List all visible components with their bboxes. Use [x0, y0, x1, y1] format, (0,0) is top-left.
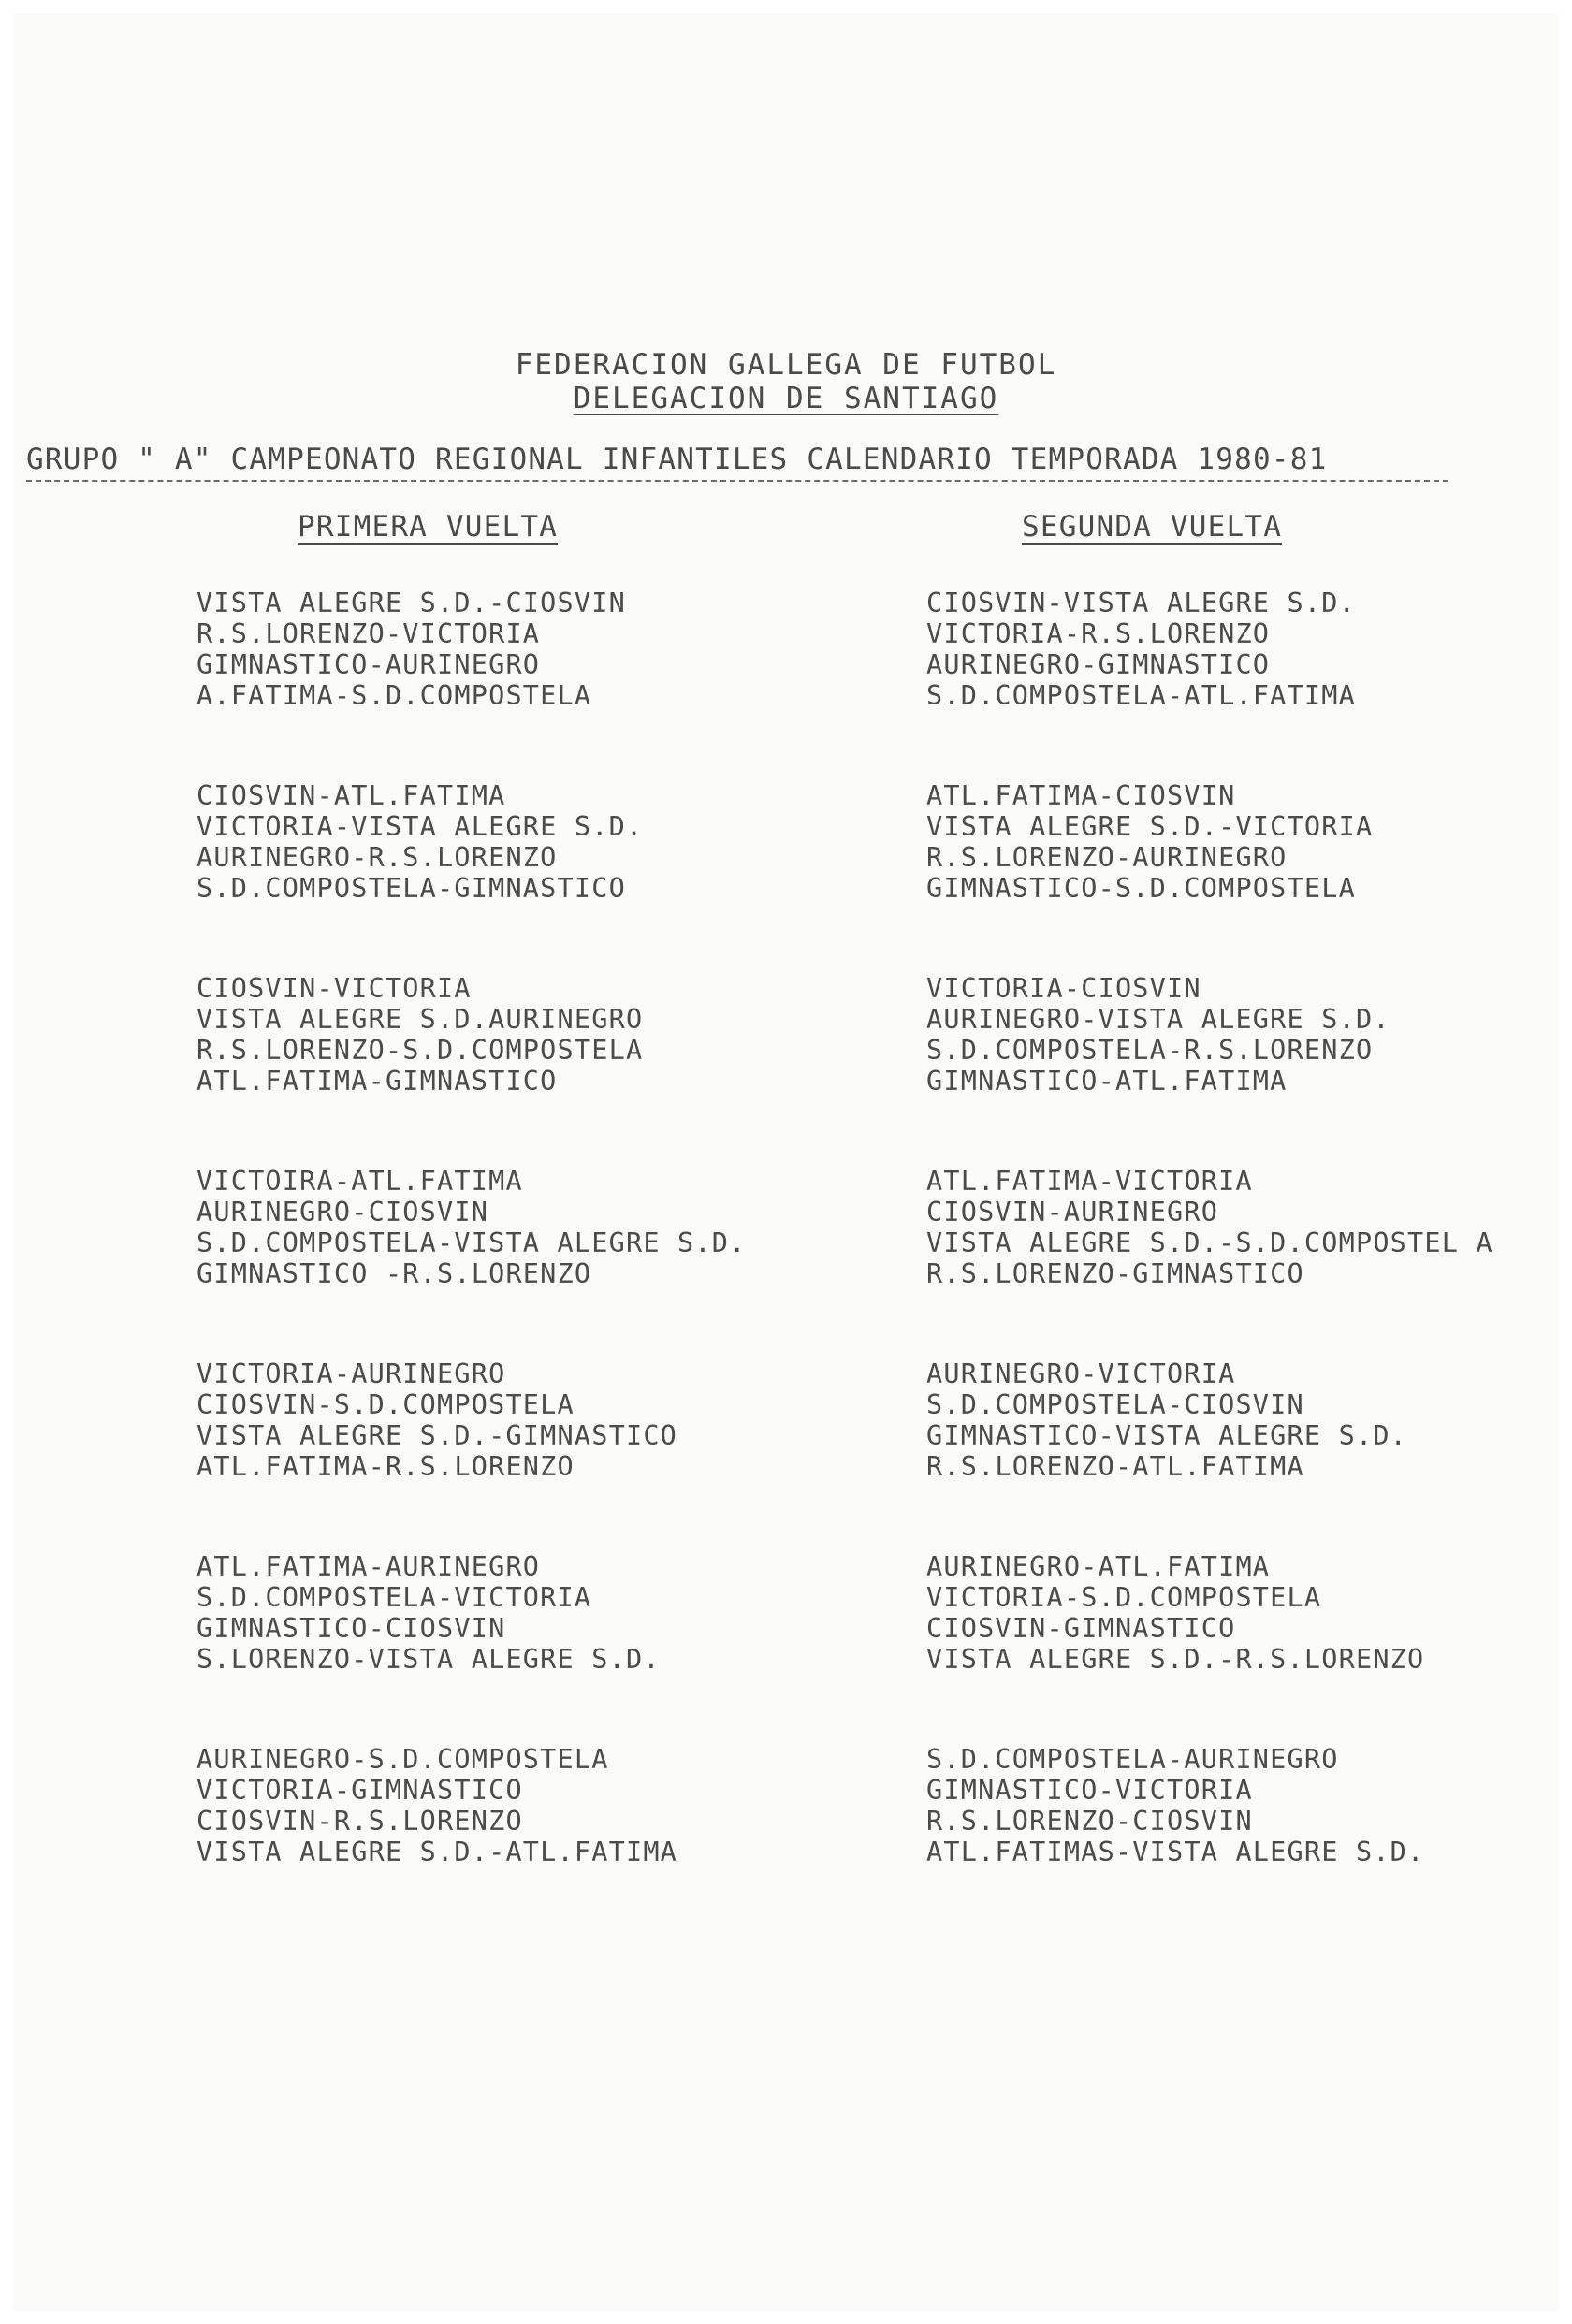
match: S.D.COMPOSTELA-R.S.LORENZO: [926, 1035, 1374, 1066]
match: S.D.COMPOSTELA-VICTORIA: [196, 1582, 592, 1613]
match: VICTORIA-CIOSVIN: [926, 973, 1201, 1004]
match: VICTORIA-S.D.COMPOSTELA: [926, 1582, 1322, 1613]
match: ATL.FATIMA-GIMNASTICO: [196, 1066, 558, 1097]
round-11: [926, 1166, 1572, 1358]
match: GIMNASTICO-CIOSVIN: [196, 1613, 506, 1644]
match: VICTOIRA-ATL.FATIMA: [196, 1166, 523, 1197]
match: AURINEGRO-ATL.FATIMA: [926, 1551, 1271, 1582]
second-leg-title: SEGUNDA VUELTA: [1022, 510, 1283, 544]
round-14: [926, 1744, 1572, 1937]
match: VISTA ALEGRE S.D.-GIMNASTICO: [196, 1420, 678, 1451]
match: GIMNASTICO-VISTA ALEGRE S.D.: [926, 1420, 1408, 1451]
match: VICTORIA-R.S.LORENZO: [926, 618, 1271, 649]
match: R.S.LORENZO-S.D.COMPOSTELA: [196, 1035, 644, 1066]
match: ATL.FATIMA-CIOSVIN: [926, 780, 1236, 811]
match: VISTA ALEGRE S.D.-VICTORIA: [926, 811, 1374, 842]
match: VICTORIA-VISTA ALEGRE S.D.: [196, 811, 644, 842]
round-8: [926, 588, 1572, 780]
match: AURINEGRO-VISTA ALEGRE S.D.: [926, 1004, 1390, 1035]
match: GIMNASTICO-ATL.FATIMA: [926, 1066, 1288, 1097]
match: VISTA ALEGRE S.D.-ATL.FATIMA: [196, 1837, 678, 1867]
round-2: [196, 780, 889, 973]
round-1: [196, 588, 889, 780]
match: AURINEGRO-CIOSVIN: [196, 1197, 489, 1227]
match: S.LORENZO-VISTA ALEGRE S.D.: [196, 1644, 661, 1675]
second-leg-column: [926, 588, 1572, 1937]
match: CIOSVIN-GIMNASTICO: [926, 1613, 1236, 1644]
match: R.S.LORENZO-ATL.FATIMA: [926, 1451, 1304, 1482]
match: R.S.LORENZO-GIMNASTICO: [926, 1258, 1304, 1289]
match: CIOSVIN-VICTORIA: [196, 973, 472, 1004]
match: CIOSVIN-R.S.LORENZO: [196, 1806, 523, 1837]
match: VISTA ALEGRE S.D.-S.D.COMPOSTEL A: [926, 1227, 1493, 1258]
federation-title: FEDERACION GALLEGA DE FUTBOL: [515, 348, 1057, 382]
round-9: [926, 780, 1572, 973]
match: S.D.COMPOSTELA-GIMNASTICO: [196, 873, 626, 904]
match: ATL.FATIMA-AURINEGRO: [196, 1551, 541, 1582]
first-leg-column: [196, 588, 889, 1937]
match: GIMNASTICO-S.D.COMPOSTELA: [926, 873, 1356, 904]
match: CIOSVIN-S.D.COMPOSTELA: [196, 1389, 575, 1420]
delegation-title: [0, 382, 1572, 415]
match: R.S.LORENZO-CIOSVIN: [926, 1806, 1253, 1837]
match: S.D.COMPOSTELA-CIOSVIN: [926, 1389, 1304, 1420]
round-6: [196, 1551, 889, 1744]
match: AURINEGRO-S.D.COMPOSTELA: [196, 1744, 609, 1775]
match: CIOSVIN-VISTA ALEGRE S.D.: [926, 588, 1356, 618]
match: CIOSVIN-ATL.FATIMA: [196, 780, 506, 811]
round-7: [196, 1744, 889, 1937]
match: VICTORIA-GIMNASTICO: [196, 1775, 523, 1806]
round-12: [926, 1358, 1572, 1551]
round-5: [196, 1358, 889, 1551]
match: VISTA ALEGRE S.D.-CIOSVIN: [196, 588, 626, 618]
match: VISTA ALEGRE S.D.AURINEGRO: [196, 1004, 644, 1035]
match: ATL.FATIMAS-VISTA ALEGRE S.D.: [926, 1837, 1425, 1867]
match: ATL.FATIMA-R.S.LORENZO: [196, 1451, 575, 1482]
match: S.D.COMPOSTELA-VISTA ALEGRE S.D.: [196, 1227, 747, 1258]
match: S.D.COMPOSTELA-ATL.FATIMA: [926, 680, 1356, 711]
round-3: [196, 973, 889, 1166]
match: AURINEGRO-R.S.LORENZO: [196, 842, 558, 873]
match: CIOSVIN-AURINEGRO: [926, 1197, 1219, 1227]
match: GIMNASTICO-VICTORIA: [926, 1775, 1253, 1806]
match: A.FATIMA-S.D.COMPOSTELA: [196, 680, 592, 711]
match: S.D.COMPOSTELA-AURINEGRO: [926, 1744, 1339, 1775]
match: AURINEGRO-GIMNASTICO: [926, 649, 1271, 680]
group-calendar-line: GRUPO " A" CAMPEONATO REGIONAL INFANTILES CALENDARIO TEMPORADA 1980-81: [26, 443, 1448, 482]
delegation-text: DELEGACION DE SANTIAGO: [573, 382, 999, 415]
round-13: [926, 1551, 1572, 1744]
match: AURINEGRO-VICTORIA: [926, 1358, 1236, 1389]
match: VISTA ALEGRE S.D.-R.S.LORENZO: [926, 1644, 1425, 1675]
match: GIMNASTICO-AURINEGRO: [196, 649, 541, 680]
match: VICTORIA-AURINEGRO: [196, 1358, 506, 1389]
round-10: [926, 973, 1572, 1166]
first-leg-title: PRIMERA VUELTA: [298, 510, 559, 544]
round-4: [196, 1166, 889, 1358]
match: GIMNASTICO -R.S.LORENZO: [196, 1258, 592, 1289]
match: ATL.FATIMA-VICTORIA: [926, 1166, 1253, 1197]
match: R.S.LORENZO-VICTORIA: [196, 618, 541, 649]
match: R.S.LORENZO-AURINEGRO: [926, 842, 1288, 873]
